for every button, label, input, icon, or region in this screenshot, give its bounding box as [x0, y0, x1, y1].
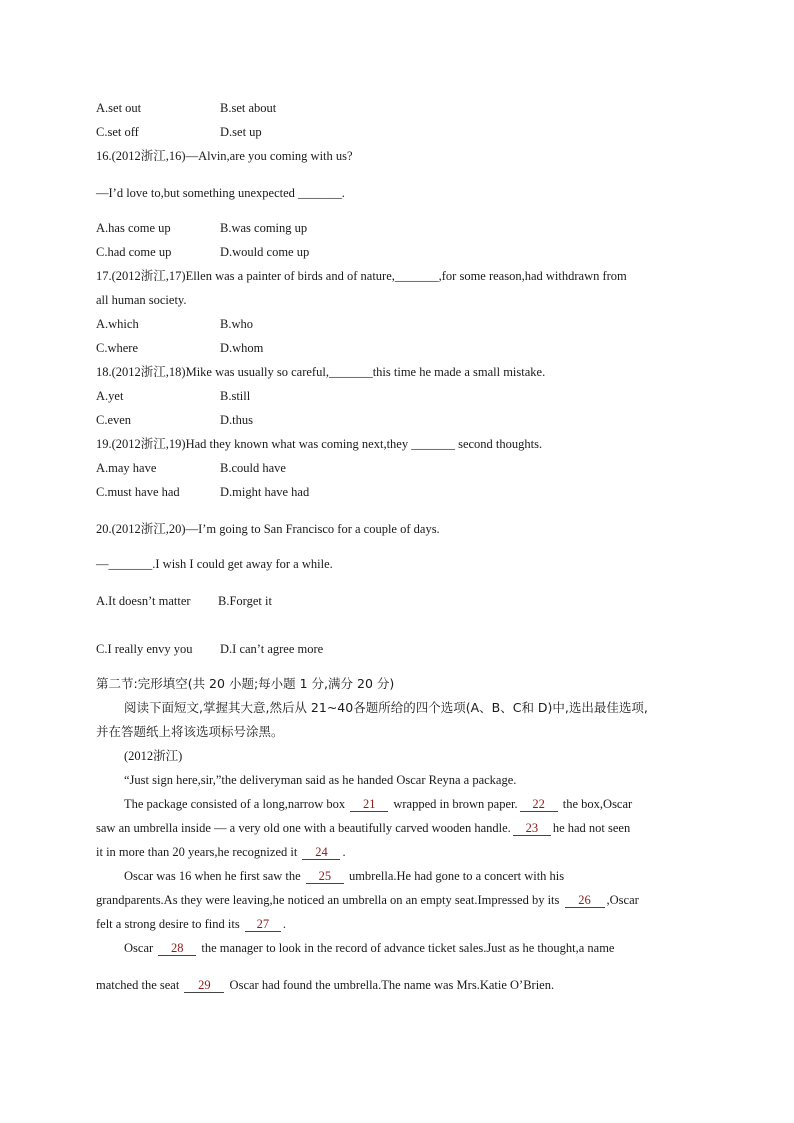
blank-21: 21 — [350, 797, 388, 812]
passage-text: matched the seat — [96, 978, 183, 992]
blank-25: 25 — [306, 869, 344, 884]
q19-option-a: A.may have — [96, 461, 157, 475]
q17-option-a: A.which — [96, 317, 139, 331]
q15-option-b: B.set about — [220, 101, 277, 115]
section-instruction-line2: 并在答题纸上将该选项标号涂黑。 — [96, 724, 284, 739]
blank-24: 24 — [302, 845, 340, 860]
q18-option-b: B.still — [220, 389, 251, 403]
section-instruction-line1: 阅读下面短文,掌握其大意,然后从 21~40各题所给的四个选项(A、B、C和 D)中,选出最佳选项, — [124, 700, 648, 715]
q18-option-d: D.thus — [220, 413, 253, 427]
q16-stem: 16.(2012浙江,16)—Alvin,are you coming with us? — [96, 149, 353, 163]
passage-text: the box,Oscar — [559, 797, 633, 811]
passage-text: the manager to look in the record of advance ticket sales.Just as he thought,a name — [198, 941, 615, 955]
q17-stem-continued: all human society. — [96, 293, 187, 307]
q16-option-a: A.has come up — [96, 221, 171, 235]
q20-option-d: D.I can’t agree more — [220, 642, 324, 656]
q20-option-b: B.Forget it — [218, 594, 272, 608]
passage-source: (2012浙江) — [124, 749, 183, 763]
section-heading: 第二节:完形填空(共 20 小题;每小题 1 分,满分 20 分) — [96, 676, 395, 691]
q17-option-c: C.where — [96, 341, 138, 355]
passage-text: . — [282, 917, 286, 931]
q17-option-d: D.whom — [220, 341, 264, 355]
q20-stem: 20.(2012浙江,20)—I’m going to San Francisco for a couple of days. — [96, 522, 440, 536]
q17-stem: 17.(2012浙江,17)Ellen was a painter of birds and of nature,_______,for some reason,had withdrawn from — [96, 269, 627, 283]
passage-text: ,Oscar — [606, 893, 639, 907]
blank-28: 28 — [158, 941, 196, 956]
q17-option-b: B.who — [220, 317, 253, 331]
passage-text: it in more than 20 years,he recognized it — [96, 845, 301, 859]
passage-text: Oscar was 16 when he first saw the — [124, 869, 304, 883]
passage-text: saw an umbrella inside — a very old one with a beautifully carved wooden handle. — [96, 821, 511, 835]
passage-line-5 — [124, 868, 564, 884]
passage-text: felt a strong desire to find its — [96, 917, 243, 931]
q15-option-d: D.set up — [220, 125, 262, 139]
passage-text: Oscar — [124, 941, 157, 955]
passage-line-9 — [96, 977, 554, 993]
passage-text: wrapped in brown paper. — [390, 797, 518, 811]
q19-option-c: C.must have had — [96, 485, 180, 499]
blank-29: 29 — [184, 978, 224, 993]
passage-text: . — [342, 845, 346, 859]
blank-26: 26 — [565, 893, 605, 908]
q16-dialogue: —I’d love to,but something unexpected _______. — [96, 186, 345, 200]
passage-text: umbrella.He had gone to a concert with his — [345, 869, 565, 883]
passage-text: The package consisted of a long,narrow box — [124, 797, 349, 811]
q19-stem: 19.(2012浙江,19)Had they known what was coming next,they _______ second thoughts. — [96, 437, 543, 451]
q19-option-b: B.could have — [220, 461, 286, 475]
q20-option-a: A.It doesn’t matter — [96, 594, 191, 608]
blank-22: 22 — [520, 797, 558, 812]
passage-line-2 — [124, 796, 632, 812]
q16-option-c: C.had come up — [96, 245, 172, 259]
q15-option-a: A.set out — [96, 101, 142, 115]
q19-option-d: D.might have had — [220, 485, 310, 499]
passage-paragraph-1: “Just sign here,sir,”the deliveryman said as he handed Oscar Reyna a package. — [124, 773, 517, 787]
passage-line-7 — [96, 916, 286, 932]
q18-option-c: C.even — [96, 413, 132, 427]
q16-option-d: D.would come up — [220, 245, 310, 259]
q15-option-c: C.set off — [96, 125, 139, 139]
q16-option-b: B.was coming up — [220, 221, 308, 235]
passage-line-8 — [124, 940, 614, 956]
passage-text: he had not seen — [552, 821, 631, 835]
passage-line-3 — [96, 820, 630, 836]
blank-23: 23 — [513, 821, 551, 836]
q20-dialogue: —_______.I wish I could get away for a while. — [96, 557, 333, 571]
blank-27: 27 — [245, 917, 281, 932]
passage-line-6 — [96, 892, 639, 908]
q18-stem: 18.(2012浙江,18)Mike was usually so careful,_______this time he made a small mistake. — [96, 365, 546, 379]
q20-option-c: C.I really envy you — [96, 642, 193, 656]
passage-text: Oscar had found the umbrella.The name was Mrs.Katie O’Brien. — [226, 978, 555, 992]
passage-line-4 — [96, 844, 346, 860]
q18-option-a: A.yet — [96, 389, 124, 403]
passage-text: grandparents.As they were leaving,he noticed an umbrella on an empty seat.Impressed by its — [96, 893, 563, 907]
